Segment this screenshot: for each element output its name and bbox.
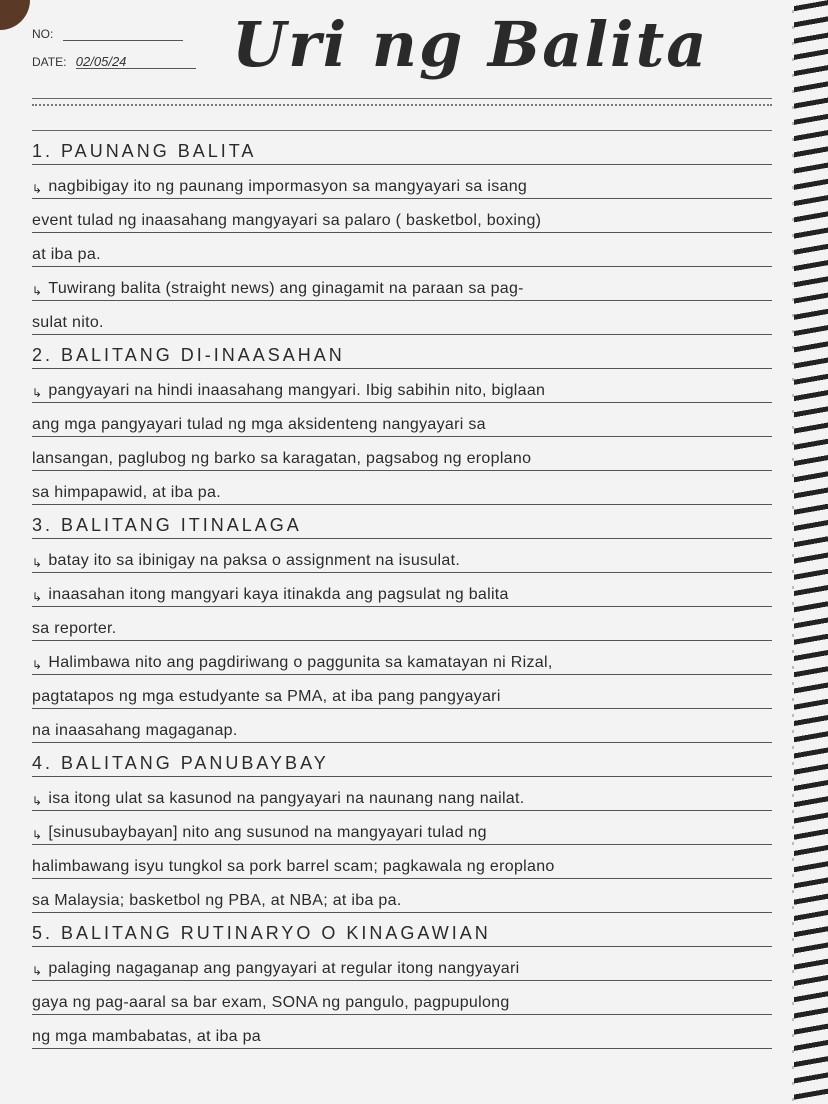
note-line — [32, 845, 772, 879]
line-text: ng mga mambabatas, at iba pa — [32, 1028, 261, 1045]
line-text: sulat nito. — [32, 314, 104, 331]
bullet-arrow-icon: ↳ — [32, 182, 43, 196]
note-line — [32, 233, 772, 267]
date-label: DATE: — [32, 55, 67, 69]
line-text: pangyayari na hindi inaasahang mangyari. Ibig sabihin nito, biglaan — [48, 382, 546, 399]
date-field — [32, 54, 196, 69]
note-lines — [32, 131, 772, 1049]
note-line — [32, 709, 772, 743]
section-heading — [32, 335, 772, 369]
bullet-arrow-icon: ↳ — [32, 658, 43, 672]
note-line — [32, 539, 772, 573]
bullet-arrow-icon: ↳ — [32, 828, 43, 842]
note-line — [32, 947, 772, 981]
line-text: at iba pa. — [32, 246, 101, 263]
bullet-arrow-icon: ↳ — [32, 386, 43, 400]
line-text: 3. BALITANG ITINALAGA — [32, 515, 302, 535]
date-value: 02/05/24 — [76, 54, 196, 69]
no-field — [32, 26, 183, 41]
note-line — [32, 437, 772, 471]
bullet-arrow-icon: ↳ — [32, 964, 43, 978]
line-text: Halimbawa nito ang pagdiriwang o paggunita sa kamatayan ni Rizal, — [48, 654, 553, 671]
bullet-arrow-icon: ↳ — [32, 284, 43, 298]
line-text: sa Malaysia; basketbol ng PBA, at NBA; at iba pa. — [32, 892, 402, 909]
background-corner — [0, 0, 30, 30]
spiral-binding — [794, 0, 828, 1104]
section-heading — [32, 913, 772, 947]
note-line — [32, 675, 772, 709]
note-line — [32, 199, 772, 233]
line-text: 5. BALITANG RUTINARYO O KINAGAWIAN — [32, 923, 491, 943]
bullet-arrow-icon: ↳ — [32, 556, 43, 570]
line-text: nagbibigay ito ng paunang impormasyon sa mangyayari sa isang — [48, 178, 528, 195]
note-line — [32, 981, 772, 1015]
line-text: na inaasahang magaganap. — [32, 722, 238, 739]
line-text: 2. BALITANG DI-INAASAHAN — [32, 345, 345, 365]
line-text: isa itong ulat sa kasunod na pangyayari na naunang nang nailat. — [48, 790, 525, 807]
line-text: pagtatapos ng mga estudyante sa PMA, at iba pang pangyayari — [32, 688, 501, 705]
note-line — [32, 811, 772, 845]
no-value — [63, 26, 183, 41]
divider — [32, 98, 772, 99]
note-line — [32, 267, 772, 301]
line-text: sa reporter. — [32, 620, 117, 637]
note-line — [32, 369, 772, 403]
line-text: 1. PAUNANG BALITA — [32, 141, 257, 161]
line-text: inaasahan itong mangyari kaya itinakda ang pagsulat ng balita — [48, 586, 509, 603]
note-line — [32, 301, 772, 335]
line-text: batay ito sa ibinigay na paksa o assignment na isusulat. — [48, 552, 461, 569]
no-label: NO: — [32, 27, 54, 41]
line-text: Tuwirang balita (straight news) ang ginagamit na paraan sa pag- — [48, 280, 524, 297]
note-line — [32, 573, 772, 607]
line-text: gaya ng pag-aaral sa bar exam, SONA ng pangulo, pagpupulong — [32, 994, 510, 1011]
section-heading — [32, 131, 772, 165]
note-line — [32, 641, 772, 675]
note-line — [32, 607, 772, 641]
bullet-arrow-icon: ↳ — [32, 794, 43, 808]
line-text: event tulad ng inaasahang mangyayari sa palaro ( basketbol, boxing) — [32, 212, 542, 229]
note-line — [32, 879, 772, 913]
line-text: palaging nagaganap ang pangyayari at regular itong nangyayari — [48, 960, 520, 977]
line-text: lansangan, paglubog ng barko sa karagatan, pagsabog ng eroplano — [32, 450, 532, 467]
note-line — [32, 1015, 772, 1049]
note-line — [32, 471, 772, 505]
line-text: ang mga pangyayari tulad ng mga aksidenteng nangyayari sa — [32, 416, 486, 433]
line-text: [sinusubaybayan] nito ang susunod na mangyayari tulad ng — [48, 824, 487, 841]
page-title: Uri ng Balita — [232, 8, 709, 81]
section-heading — [32, 505, 772, 539]
section-heading — [32, 743, 772, 777]
note-line — [32, 777, 772, 811]
line-text: 4. BALITANG PANUBAYBAY — [32, 753, 329, 773]
line-text: halimbawang isyu tungkol sa pork barrel scam; pagkawala ng eroplano — [32, 858, 555, 875]
line-text: sa himpapawid, at iba pa. — [32, 484, 221, 501]
note-line — [32, 165, 772, 199]
note-line — [32, 403, 772, 437]
bullet-arrow-icon: ↳ — [32, 590, 43, 604]
dotted-divider — [32, 104, 772, 106]
